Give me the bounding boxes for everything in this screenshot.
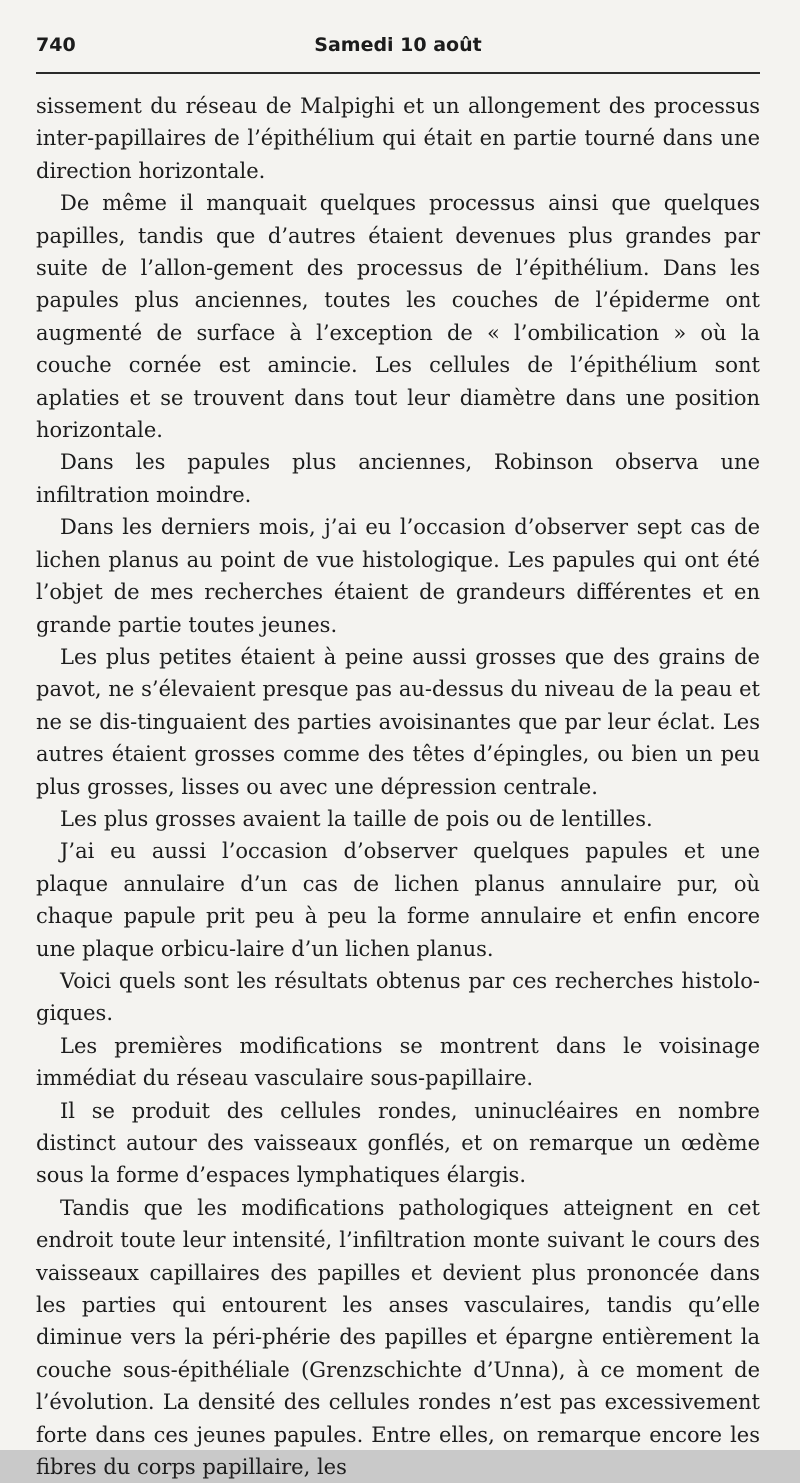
paragraph: Les plus petites étaient à peine aussi grosses que des grains de pavot, ne s’élevaient presque pas au-dessus du niveau de la peau et ne se dis-tinguaient des parties avoisinantes que par leur éclat. Les autres étaient grosses comme des têtes d’épingles, ou bien un peu plus grosses, lisses ou avec une dépression centrale. (36, 644, 760, 799)
paragraph: Les plus grosses avaient la taille de pois ou de lentilles. (60, 806, 653, 831)
paragraph: sissement du réseau de Malpighi et un allongement des processus inter-papillaires de l’épithélium qui était en partie tourné dans une direction horizontale. (36, 94, 760, 183)
paragraph: Dans les papules plus anciennes, Robinson observa une infiltration moindre. (36, 450, 760, 507)
paragraph: De même il manquait quelques processus ainsi que quelques papilles, tandis que d’autres étaient devenues plus grandes par suite de l’allon-gement des processus de l’épithélium. Dans les papules plus anciennes, toutes les couches de l’épiderme ont augmenté de surface à l’exception de « l’ombilication » où la couche cornée est amincie. Les cellules de l’épithélium sont aplaties et se trouvent dans tout leur diamètre dans une position horizontale. (36, 191, 760, 443)
page-number: 740 (36, 34, 76, 56)
paragraph: Dans les derniers mois, j’ai eu l’occasion d’observer sept cas de lichen planus au point de vue histologique. Les papules qui ont été l’objet de mes recherches étaient de grandeurs différentes et en grande partie toutes jeunes. (36, 515, 760, 637)
running-head (36, 30, 760, 62)
paragraph: Il se produit des cellules rondes, uninucléaires en nombre distinct autour des vaisseaux gonflés, et on remarque un œdème sous la forme d’espaces lymphatiques élargis. (36, 1098, 760, 1188)
paragraph: Voici quels sont les résultats obtenus par ces recherches histolo-giques. (36, 968, 760, 1026)
header-rule (36, 72, 760, 74)
body-text (36, 90, 760, 1483)
paragraph: Tandis que les modifications pathologiques atteignent en cet endroit toute leur intensité, l’infiltration monte suivant le cours des vaisseaux capillaires des papilles et devient plus prononcée dans les parties qui entourent les anses vasculaires, tandis qu’elle diminue vers la péri-phérie des papilles et épargne entièrement la couche sous-épithéliale (Grenzschichte d’Unna), à ce moment de l’évolution. La densité des cellules rondes n’est pas excessivement forte dans ces jeunes papules. Entre elles, on remarque encore les fibres du corps papillaire, les (36, 1195, 760, 1480)
paragraph: Les premières modifications se montrent dans le voisinage immédiat du réseau vasculaire sous-papillaire. (36, 1033, 760, 1091)
paragraph: J’ai eu aussi l’occasion d’observer quelques papules et une plaque annulaire d’un cas de lichen planus annulaire pur, où chaque papule prit peu à peu la forme annulaire et enfin encore une plaque orbicu-laire d’un lichen planus. (36, 839, 760, 961)
running-title: Samedi 10 août (314, 34, 482, 56)
